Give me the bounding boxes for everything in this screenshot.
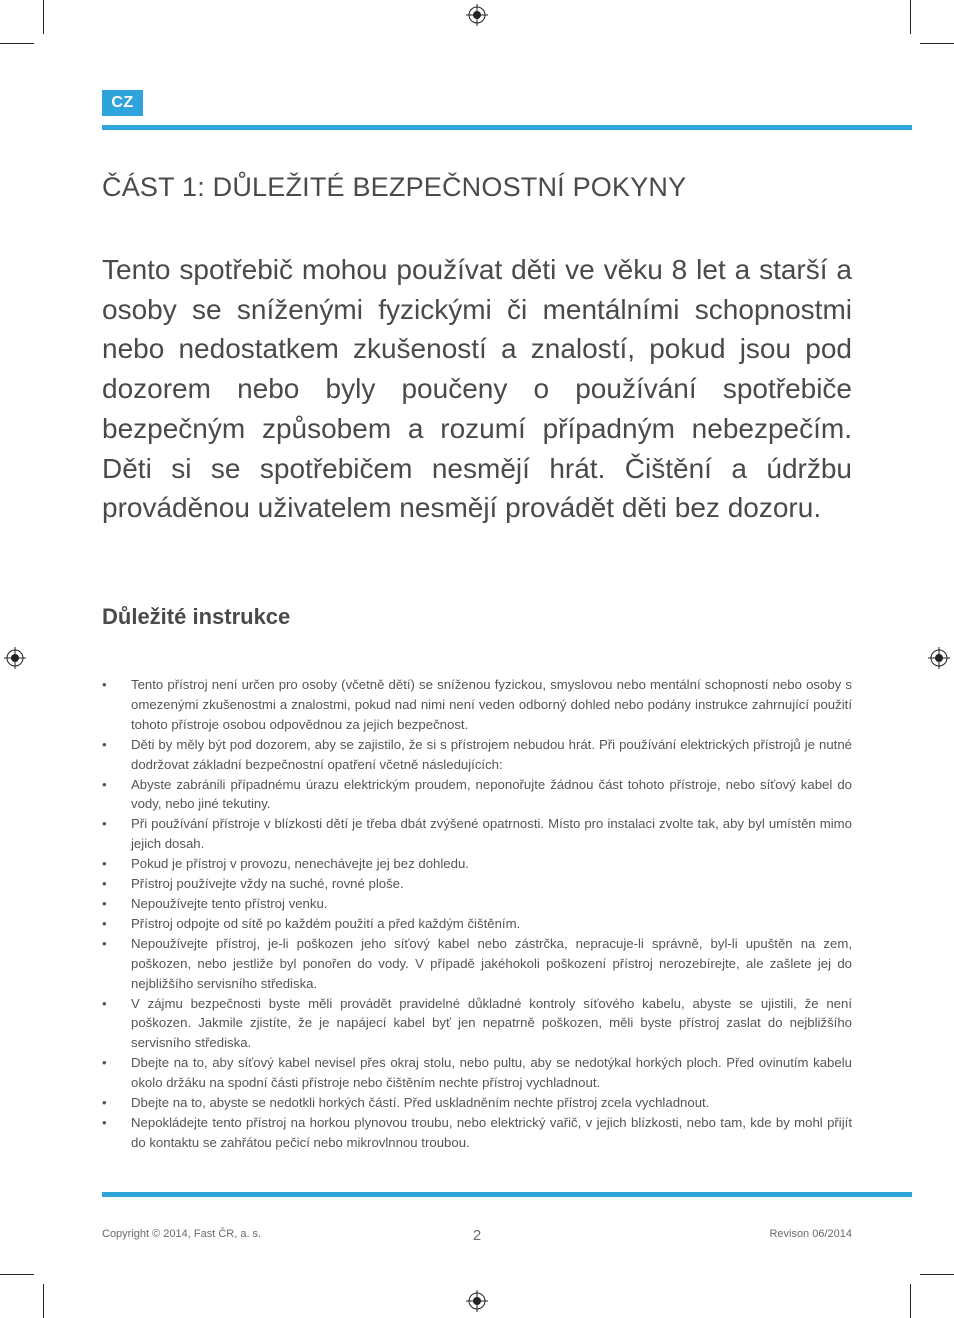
crop-mark-top-left-h [0, 43, 34, 44]
bullet-icon: • [102, 776, 107, 792]
section-title: ČÁST 1: DŮLEŽITÉ BEZPEČNOSTNÍ POKYNY [102, 172, 687, 202]
list-item-text: Pokud je přístroj v provozu, nenechávejte jej bez dohledu. [131, 856, 469, 872]
bullet-icon: • [102, 915, 107, 931]
list-item-text: Přístroj používejte vždy na suché, rovné ploše. [131, 876, 404, 892]
crop-mark-top-right-v [910, 0, 911, 34]
header-rule [102, 125, 912, 130]
crop-mark-top-left-v [43, 0, 44, 34]
crosshair-target-icon [928, 647, 950, 669]
list-item [102, 894, 852, 914]
bullet-icon: • [102, 1055, 107, 1071]
crosshair-target-icon [466, 4, 488, 26]
list-item-text: Přístroj odpojte od sítě po každém použití a před každým čištěním. [131, 915, 521, 931]
list-item [102, 675, 852, 735]
list-item [102, 994, 852, 1054]
bullet-icon: • [102, 677, 107, 692]
list-item [102, 814, 852, 854]
list-item-text: Dbejte na to, aby síťový kabel nevisel přes okraj stolu, nebo pultu, aby se nedotýkal horkých ploch. Před ovinutím kabelu okolo držáku na spodní části přístroje nebo čištěním nechte přístroj vychladnout. [131, 1055, 852, 1091]
list-item [102, 735, 852, 775]
bullet-icon: • [102, 995, 107, 1011]
list-item [102, 854, 852, 874]
list-item [102, 1093, 852, 1113]
list-item-text: Nepokládejte tento přístroj na horkou plynovou troubu, nebo elektrický vařič, v jejich blízkosti, nebo tam, kde by mohl přijít do kontaktu se zahřátou pečicí nebo mikrovlnnou troubou. [131, 1114, 852, 1150]
crop-mark-bottom-right-v [910, 1284, 911, 1318]
list-item-text: Tento přístroj není určen pro osoby (včetně dětí) se sníženou fyzickou, smyslovou nebo mentální schopností nebo osoby s omezenými zkušenostmi a znalostmi, pokud nad nimi není veden odborný dohled nebo podány instrukce zahrnující použití tohoto přístroje osobou odpovědnou za jejich bezpečnost. [131, 677, 852, 732]
list-item-text: Děti by měly být pod dozorem, aby se zajistilo, že si s přístrojem nebudou hrát. Při používání elektrických přístrojů je nutné dodržovat základní bezpečnostní opatření včetně následujících: [131, 736, 852, 772]
crop-mark-bottom-left-h [0, 1274, 34, 1275]
crop-mark-bottom-left-v [43, 1284, 44, 1318]
crop-mark-top-right-h [920, 43, 954, 44]
list-item-text: V zájmu bezpečnosti byste měli provádět pravidelné důkladné kontroly síťového kabelu, abyste se ujistili, že není poškozen. Jakmile zjistíte, že je napájecí kabel byť jen nepatrně poškozen, měli byste přístroj zaslat do nejbližšího servisního střediska. [131, 995, 852, 1051]
list-item [102, 874, 852, 894]
crop-mark-bottom-right-h [920, 1274, 954, 1275]
bullet-icon: • [102, 876, 107, 892]
crosshair-target-icon [466, 1290, 488, 1312]
footer-copyright: Copyright © 2014, Fast ČR, a. s. [102, 1228, 262, 1240]
list-item-text: Nepoužívejte tento přístroj venku. [131, 895, 328, 911]
language-badge: CZ [102, 90, 143, 116]
bullet-icon: • [102, 935, 107, 951]
list-item-text: Abyste zabránili případnému úrazu elektrickým proudem, neponořujte žádnou část tohoto přístroje, nebo síťový kabel do vody, nebo jiné tekutiny. [131, 776, 852, 812]
list-item-text: Nepoužívejte přístroj, je-li poškozen jeho síťový kabel nebo zástrčka, nepracuje-li správně, byl-li upuštěn na zem, poškozen, nebo jestliže byl ponořen do vody. V případě jakéhokoli poškození přístroj nerozebírejte, ale zašlete jej do nejbližšího servisního střediska. [131, 935, 852, 991]
bullet-icon: • [102, 816, 107, 832]
footer-rule [102, 1192, 912, 1197]
bullet-icon: • [102, 895, 107, 911]
list-item [102, 1053, 852, 1093]
bullet-icon: • [102, 736, 107, 752]
list-item [102, 934, 852, 994]
bullet-icon: • [102, 1114, 107, 1130]
instructions-heading: Důležité instrukce [102, 604, 291, 629]
list-item [102, 914, 852, 934]
intro-paragraph: Tento spotřebič mohou používat děti ve věku 8 let a starší a osoby se sníženými fyzickými či mentálními schopnostmi nebo nedostatkem zkušeností a znalostí, pokud jsou pod dozorem nebo byly poučeny o používání spotřebiče bezpečným způsobem a rozumí případným nebezpečím. Děti si se spotřebičem nesmějí hrát. Čištění a údržbu prováděnou uživatelem nesmějí provádět děti bez dozoru. [102, 254, 852, 524]
footer-revision: Revison 06/2014 [769, 1228, 852, 1240]
list-item [102, 1113, 852, 1153]
bullet-icon: • [102, 1095, 107, 1111]
list-item [102, 775, 852, 815]
list-item-text: Dbejte na to, abyste se nedotkli horkých částí. Před uskladněním nechte přístroj zcela vychladnout. [131, 1095, 710, 1111]
instructions-list [102, 675, 852, 1153]
crosshair-target-icon [4, 647, 26, 669]
list-item-text: Při používání přístroje v blízkosti dětí je třeba dbát zvýšené opatrnosti. Místo pro instalaci zvolte tak, aby byl umístěn mimo jejich dosah. [131, 816, 852, 852]
bullet-icon: • [102, 856, 107, 872]
page-number: 2 [472, 1227, 482, 1244]
